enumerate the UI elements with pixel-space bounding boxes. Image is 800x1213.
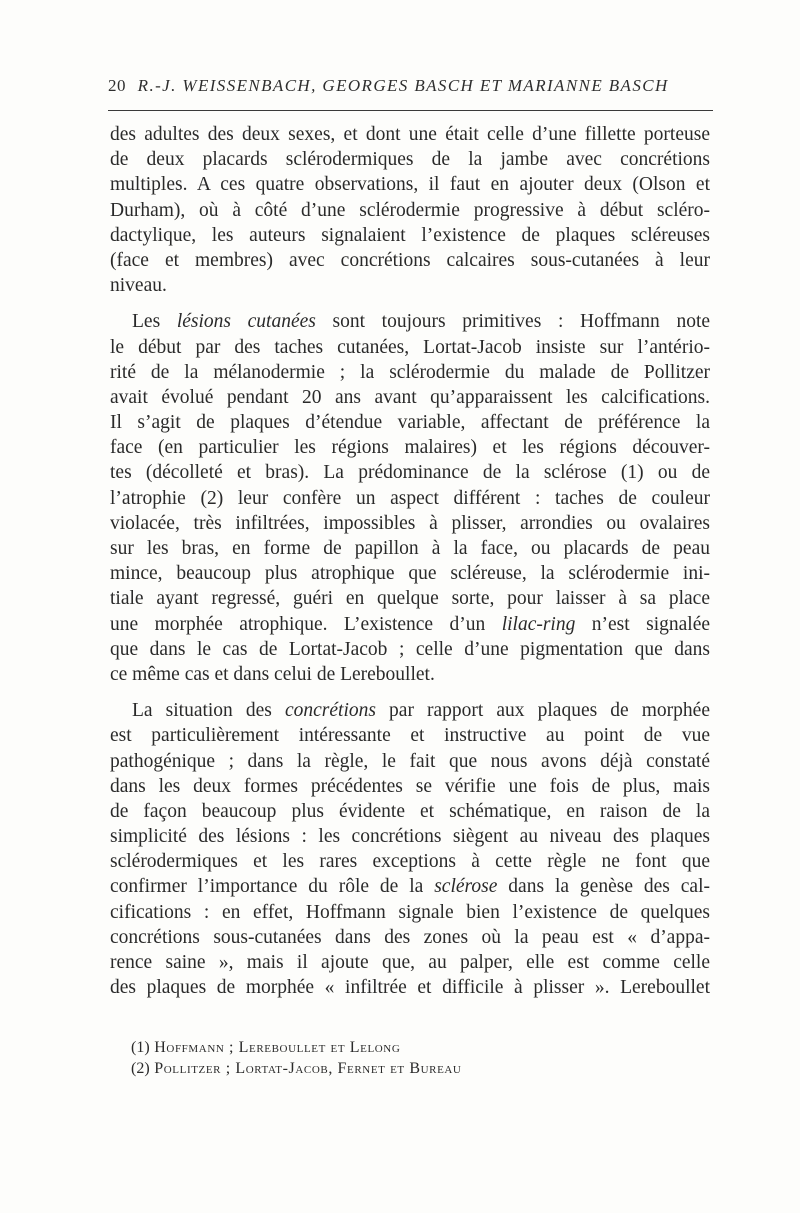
footnote-2 [131, 1058, 691, 1079]
text-run: simplicité des lésions : les concrétions siègent au niveau des plaques [110, 826, 710, 848]
text-line [110, 486, 710, 511]
header-rule [108, 110, 713, 111]
text-run: mince, beaucoup plus atrophique que scléreuse, la sclérodermie ini- [110, 563, 710, 585]
text-line [110, 975, 710, 1000]
text-line [110, 335, 710, 360]
text-run: dans la genèse des cal- [497, 876, 711, 898]
text-run: l’atrophie (2) leur confère un aspect différent : taches de couleur [110, 487, 710, 509]
text-line [110, 511, 710, 536]
text-run: rité de la mélanodermie ; la sclérodermie du malade de Pollitzer [110, 361, 710, 383]
text-run: le début par des taches cutanées, Lortat-Jacob insiste sur l’antério- [110, 336, 710, 358]
footnote-mark: (1) [131, 1039, 150, 1056]
text-line [110, 774, 710, 799]
text-run: Les [132, 311, 177, 333]
text-line [110, 435, 710, 460]
text-line [110, 637, 710, 662]
text-line [110, 849, 710, 874]
text-line [110, 223, 710, 248]
text-line [110, 749, 710, 774]
text-line [110, 410, 710, 435]
text-run: cifications : en effet, Hoffmann signale bien l’existence de quelques [110, 901, 710, 923]
text-run: une morphée atrophique. L’existence d’un [110, 613, 502, 635]
paragraph [110, 698, 710, 1000]
text-run: confirmer l’importance du rôle de la [110, 876, 435, 898]
text-run: tes (décolleté et bras). La prédominance de la sclérose (1) ou de [110, 462, 710, 484]
text-line [110, 950, 710, 975]
text-line [110, 248, 710, 273]
text-run: violacée, très infiltrées, impossibles à plisser, arrondies ou ovalaires [110, 512, 710, 534]
text-line [110, 273, 710, 298]
body-text [110, 122, 710, 1000]
paragraph-gap [110, 298, 710, 309]
text-run: Il s’agit de plaques d’étendue variable, affectant de préférence la [110, 412, 710, 434]
text-line [110, 147, 710, 172]
text-line [110, 925, 710, 950]
text-line [110, 698, 710, 723]
text-run: des plaques de morphée « infiltrée et difficile à plisser ». Lereboullet [110, 977, 710, 999]
text-run: par rapport aux plaques de morphée [375, 700, 710, 722]
paragraph-gap [110, 687, 710, 698]
text-run: de deux placards sclérodermiques de la jambe avec concrétions [110, 149, 710, 171]
text-run: est particulièrement intéressante et instructive au point de vue [110, 725, 710, 747]
text-line [110, 536, 710, 561]
running-header [108, 76, 712, 100]
text-line [110, 198, 710, 223]
text-line [110, 824, 710, 849]
text-line [110, 172, 710, 197]
text-line [110, 799, 710, 824]
text-run: dans les deux formes précédentes se vérifie une fois de plus, mais [110, 775, 710, 797]
footnotes [131, 1037, 691, 1079]
text-line [110, 612, 710, 637]
italic-term: concrétions [284, 700, 376, 722]
text-run: rence saine », mais il ajoute que, au palper, elle est comme celle [110, 952, 710, 973]
text-line [110, 561, 710, 586]
text-line [110, 385, 710, 410]
text-run: sont toujours primitives : Hoffmann note [315, 311, 711, 333]
text-line [110, 122, 710, 147]
text-run: niveau. [110, 275, 167, 297]
footnote-text: Pollitzer ; Lortat-Jacob, Fernet et Bureau [154, 1060, 462, 1077]
text-run: concrétions sous-cutanées dans des zones où la peau est « d’appa- [110, 926, 710, 948]
text-run: face (en particulier les régions malaires) et les régions découver- [110, 437, 710, 459]
footnote-text: Hoffmann ; Lereboullet et Lelong [154, 1039, 401, 1056]
paragraph [110, 309, 710, 687]
page-number: 20 [108, 76, 126, 95]
text-run: dactylique, les auteurs signalaient l’existence de plaques scléreuses [110, 224, 710, 246]
text-line [110, 360, 710, 385]
italic-term: lésions cutanées [176, 311, 316, 333]
text-run: (face et membres) avec concrétions calcaires sous-cutanées à leur [110, 249, 710, 271]
text-run: pathogénique ; dans la règle, le fait que nous avons déjà constaté [110, 750, 710, 772]
text-line [110, 460, 710, 485]
text-run: multiples. A ces quatre observations, il faut en ajouter deux (Olson et [110, 174, 710, 196]
text-run: que dans le cas de Lortat-Jacob ; celle d’une pigmentation que dans [110, 638, 710, 660]
text-run: de façon beaucoup plus évidente et schématique, en raison de la [110, 800, 710, 822]
text-line [110, 309, 710, 334]
footnote-1 [131, 1037, 691, 1058]
text-run: La situation des [132, 700, 285, 722]
text-run: n’est signalée [575, 613, 711, 635]
italic-term: lilac-ring [501, 613, 576, 635]
text-line [110, 723, 710, 748]
text-line [110, 900, 710, 925]
text-line [110, 586, 710, 611]
text-run: sclérodermiques et les rares exceptions à cette règle ne font que [110, 851, 710, 873]
footnote-mark: (2) [131, 1060, 150, 1077]
paragraph [110, 122, 710, 298]
text-run: des adultes des deux sexes, et dont une était celle d’une fillette porteuse [110, 124, 710, 145]
running-title: R.-J. WEISSENBACH, GEORGES BASCH ET MARIANNE BASCH [137, 76, 669, 95]
italic-term: sclérose [434, 876, 498, 898]
text-run: avait évolué pendant 20 ans avant qu’apparaissent les calcifications. [110, 386, 710, 408]
text-line [110, 874, 710, 899]
text-run: sur les bras, en forme de papillon à la face, ou placards de peau [110, 538, 710, 559]
text-run: Durham), où à côté d’une sclérodermie progressive à début scléro- [110, 199, 710, 221]
text-line [110, 662, 710, 687]
text-run: ce même cas et dans celui de Lereboullet. [110, 663, 435, 685]
text-run: tiale ayant regressé, guéri en quelque sorte, pour laisser à sa place [110, 588, 710, 610]
